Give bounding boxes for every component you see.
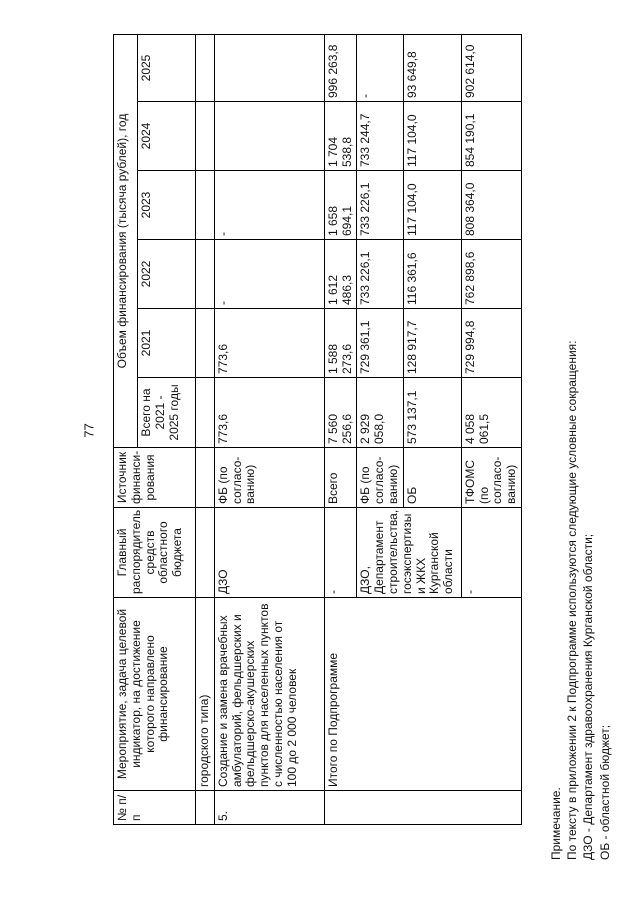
cell-2022 [196, 240, 215, 309]
cell-measure: Создание и замена врачебных амбулаторий, фельдшерских и фельдшерско-акушерских пунктов для населенных пунктов с численностью населения от 100 до 2 000 человек [214, 598, 324, 791]
note-line: ДЗО - Департамент здравоохранения Курганской области; [581, 533, 596, 860]
cell-2023: 117 104,0 [403, 171, 461, 240]
cell-manager: ДЗО, Департамент строительства, госэкспертизы и ЖКХ Курганской области [357, 508, 461, 598]
header-2022: 2022 [138, 240, 196, 309]
cell-2022: 762 898,6 [461, 240, 521, 309]
header-source: Источник финанси-рования [114, 448, 196, 508]
cell-source: ФБ (по согласо-ванию) [357, 448, 403, 508]
cell-total: 4 058 061,5 [461, 378, 521, 448]
cell-2025: - [357, 35, 403, 102]
cell-2022: 733 226,1 [357, 240, 403, 309]
financing-table [113, 34, 522, 825]
cell-total: 7 560 256,6 [324, 378, 357, 448]
header-2024: 2024 [138, 102, 196, 171]
note-line: По тексту в приложении 2 к Подпрограмме используются следующие условные сокращения: [565, 340, 580, 860]
cell-source: ОБ [403, 448, 461, 508]
cell-num [196, 791, 215, 825]
cell-manager: ДЗО [214, 508, 324, 598]
cell-source [196, 448, 215, 508]
cell-source: Всего [324, 448, 357, 508]
cell-2025: 902 614,0 [461, 35, 521, 102]
cell-2021: 773,6 [214, 309, 324, 378]
cell-2021: 1 588 273,6 [324, 309, 357, 378]
cell-total: 573 137,1 [403, 378, 461, 448]
table-row [324, 35, 357, 825]
cell-manager: - [461, 508, 521, 598]
cell-2025: 996 263,8 [324, 35, 357, 102]
cell-2023: - [214, 171, 324, 240]
cell-source: ФБ (по согласо-ванию) [214, 448, 324, 508]
cell-manager: - [324, 508, 357, 598]
table-row [214, 35, 324, 825]
cell-2021 [196, 309, 215, 378]
rotated-table-container [113, 35, 522, 825]
cell-2023: 733 226,1 [357, 171, 403, 240]
notes [548, 100, 613, 860]
cell-2024: 854 190,1 [461, 102, 521, 171]
cell-total: 773,6 [214, 378, 324, 448]
cell-2024 [196, 102, 215, 171]
cell-2023 [196, 171, 215, 240]
cell-2025: 93 649,8 [403, 35, 461, 102]
header-manager: Главный распорядитель средств областного бюджета [114, 508, 196, 598]
cell-source: ТФОМС (по согласо-ванию) [461, 448, 521, 508]
cell-2023: 1 658 694,1 [324, 171, 357, 240]
header-2021: 2021 [138, 309, 196, 378]
cell-2024: 733 244,7 [357, 102, 403, 171]
cell-2022: - [214, 240, 324, 309]
cell-num [324, 791, 521, 825]
table-row [196, 35, 215, 825]
header-2023: 2023 [138, 171, 196, 240]
header-num: № п/п [114, 791, 196, 825]
header-measure: Мероприятие, задача целевой индикатор, на достижение которого направлено финансирование [114, 598, 196, 791]
note-title: Примечание. [549, 787, 563, 860]
cell-2025 [214, 35, 324, 102]
cell-measure: Итого по Подпрограмме [324, 598, 521, 791]
header-2025: 2025 [138, 35, 196, 102]
header-volume: Объем финансирования (тысяча рублей), год [114, 35, 138, 448]
cell-measure: городского типа) [196, 598, 215, 791]
cell-2025 [196, 35, 215, 102]
cell-2021: 729 994,8 [461, 309, 521, 378]
page-number: 77 [81, 423, 97, 438]
cell-total: 2 929 058,0 [357, 378, 403, 448]
cell-2024: 1 704 538,8 [324, 102, 357, 171]
header-row [114, 35, 138, 825]
cell-manager [196, 508, 215, 598]
cell-2022: 116 361,6 [403, 240, 461, 309]
cell-num: 5. [214, 791, 324, 825]
cell-2024: 117 104,0 [403, 102, 461, 171]
cell-2021: 729 361,1 [357, 309, 403, 378]
cell-2023: 808 364,0 [461, 171, 521, 240]
cell-total [196, 378, 215, 448]
cell-2024 [214, 102, 324, 171]
cell-2022: 1 612 486,3 [324, 240, 357, 309]
cell-2021: 128 917,7 [403, 309, 461, 378]
note-line: ОБ - областной бюджет; [597, 724, 612, 860]
header-total: Всего на 2021 - 2025 годы [138, 378, 196, 448]
